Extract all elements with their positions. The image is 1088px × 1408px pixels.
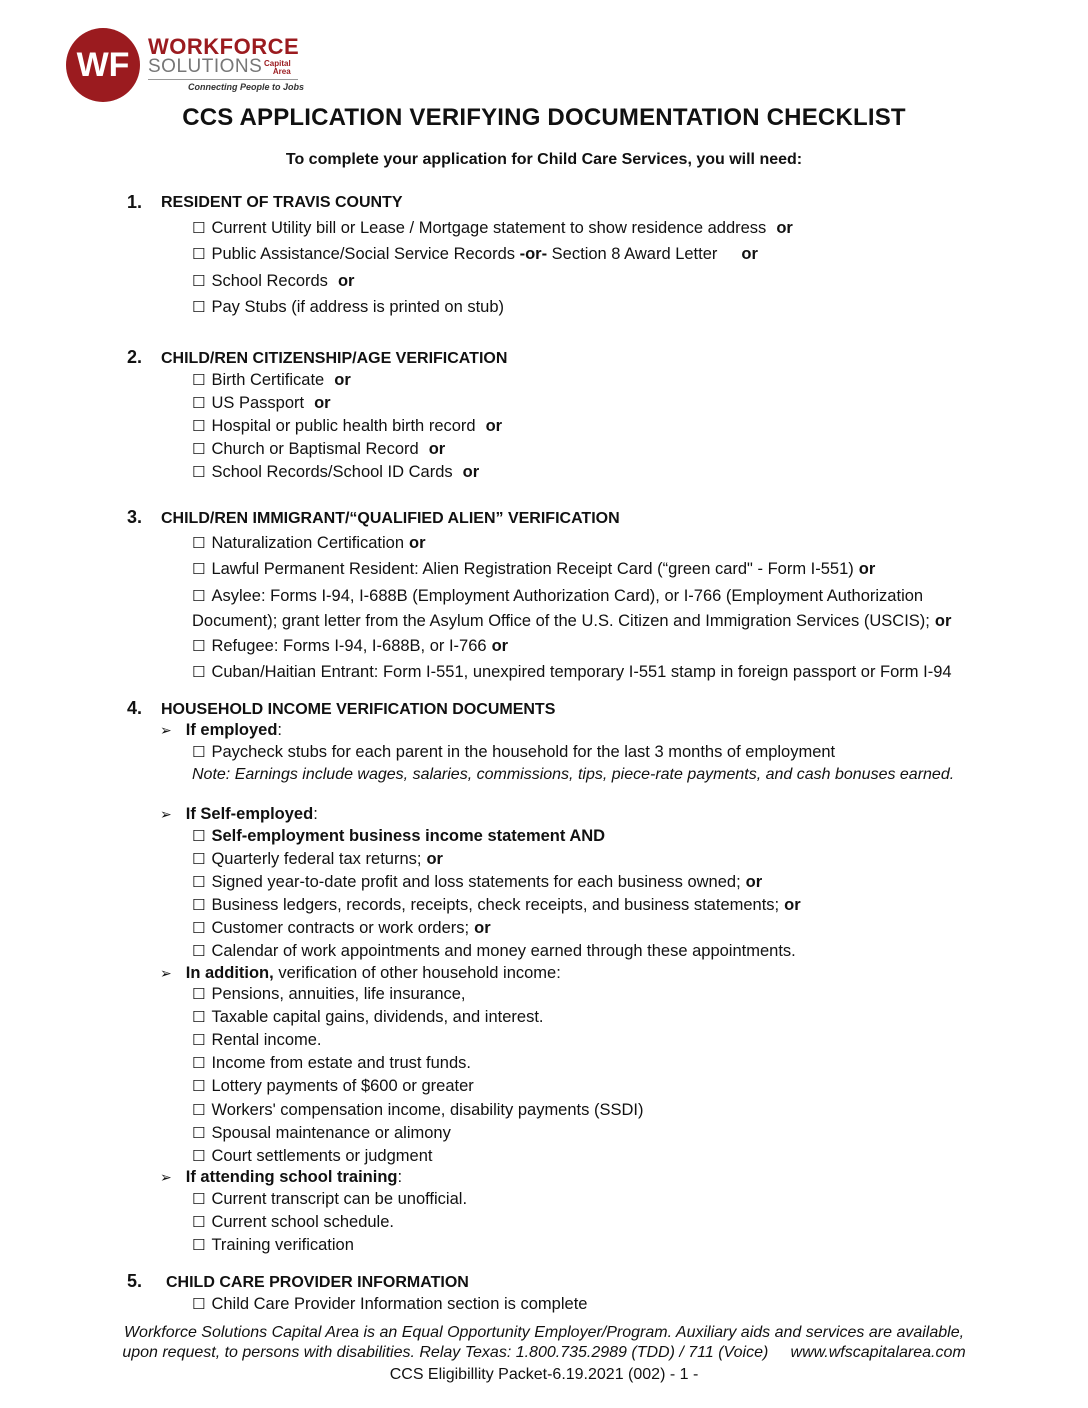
checklist-item: ☐ Taxable capital gains, dividends, and interest. (192, 1008, 544, 1026)
checkbox-icon[interactable]: ☐ (192, 1101, 206, 1119)
checkbox-icon[interactable]: ☐ (192, 827, 206, 845)
group-heading-self-employed: ➢ If Self-employed: (160, 805, 318, 823)
checklist-item: ☐ Customer contracts or work orders; or (192, 919, 491, 937)
logo-tagline: Connecting People to Jobs (188, 82, 305, 92)
checkbox-icon[interactable]: ☐ (192, 873, 206, 891)
intro-text: To complete your application for Child Care Services, you will need: (285, 151, 803, 168)
checklist-item: ☐ Signed year-to-date profit and loss statements for each business owned; or (192, 873, 763, 891)
group-heading-employed: ➢ If employed: (160, 721, 283, 739)
logo-region: Capital Area (264, 59, 291, 76)
checkbox-icon[interactable]: ☐ (192, 1054, 206, 1072)
checklist-item: ☐ Naturalization Certification or (192, 534, 426, 552)
logo-name-line1: WORKFORCE (148, 34, 300, 59)
checkbox-icon[interactable]: ☐ (192, 587, 206, 605)
checkbox-icon[interactable]: ☐ (192, 942, 206, 960)
svg-text:WF: WF (76, 46, 130, 84)
section-1-title: RESIDENT OF TRAVIS COUNTY (161, 194, 403, 211)
section-1-number: 1. (127, 192, 143, 212)
logo-divider (148, 79, 298, 80)
checkbox-icon[interactable]: ☐ (192, 985, 206, 1003)
checklist-item: ☐ School Records/School ID Cards or (192, 463, 480, 481)
checklist-item: ☐ Current transcript can be unofficial. (192, 1190, 468, 1208)
arrow-bullet-icon: ➢ (160, 1170, 172, 1186)
checkbox-icon[interactable]: ☐ (192, 896, 206, 914)
checkbox-icon[interactable]: ☐ (192, 1031, 206, 1049)
checkbox-icon[interactable]: ☐ (192, 560, 206, 578)
footer-page-id: CCS Eligibillity Packet-6.19.2021 (002) - 1 - (389, 1366, 699, 1383)
footer-eeo-line2: upon request, to persons with disabilities. Relay Texas: 1.800.735.2989 (TDD) / 711 (Voice) www.wfscapitalarea.com (122, 1344, 966, 1361)
checklist-item: ☐ Refugee: Forms I-94, I-688B, or I-766 or (192, 637, 509, 655)
section-3-title: CHILD/REN IMMIGRANT/“QUALIFIED ALIEN” VERIFICATION (161, 510, 620, 527)
section-3-number: 3. (127, 507, 143, 527)
checkbox-icon[interactable]: ☐ (192, 1124, 206, 1142)
checklist-item: ☐ Cuban/Haitian Entrant: Form I-551, unexpired temporary I-551 stamp in foreign passport or Form I-94 (192, 663, 952, 681)
checklist-item: ☐ School Records or (192, 272, 355, 290)
checkbox-icon[interactable]: ☐ (192, 850, 206, 868)
checkbox-icon[interactable]: ☐ (192, 371, 206, 389)
checklist-item: ☐ Lawful Permanent Resident: Alien Registration Receipt Card (“green card" - Form I-551) or (192, 560, 876, 578)
checkbox-icon[interactable]: ☐ (192, 1236, 206, 1254)
section-4-number: 4. (127, 698, 143, 718)
checklist-item: ☐ US Passport or (192, 394, 331, 412)
checkbox-icon[interactable]: ☐ (192, 298, 206, 316)
checkbox-icon[interactable]: ☐ (192, 1077, 206, 1095)
checkbox-icon[interactable]: ☐ (192, 534, 206, 552)
checklist-item: ☐ Income from estate and trust funds. (192, 1054, 471, 1072)
checkbox-icon[interactable]: ☐ (192, 663, 206, 681)
checklist-item: ☐ Current Utility bill or Lease / Mortgage statement to show residence address or (192, 219, 793, 237)
checklist-item: ☐ Current school schedule. (192, 1213, 394, 1231)
section-5-number: 5. (127, 1271, 143, 1291)
footer-eeo-line1: Workforce Solutions Capital Area is an Equal Opportunity Employer/Program. Auxiliary aids and services are available, (123, 1324, 965, 1341)
checklist-item: ☐ Business ledgers, records, receipts, check receipts, and business statements; or (192, 896, 801, 914)
earnings-note: Note: Earnings include wages, salaries, commissions, tips, piece-rate payments, and cash bonuses earned. (192, 766, 955, 783)
checklist-item: ☐ Child Care Provider Information section is complete (192, 1295, 588, 1313)
checklist-item-continuation: Document); grant letter from the Asylum Office of the U.S. Citizen and Immigration Services (USCIS); or (192, 612, 952, 630)
checkbox-icon[interactable]: ☐ (192, 219, 206, 237)
logo-name-line2: SOLUTIONS (148, 56, 263, 77)
checkbox-icon[interactable]: ☐ (192, 919, 206, 937)
checklist-item: ☐ Church or Baptismal Record or (192, 440, 446, 458)
checkbox-icon[interactable]: ☐ (192, 637, 206, 655)
section-4-title: HOUSEHOLD INCOME VERIFICATION DOCUMENTS (161, 701, 556, 718)
checklist-item: ☐ Pay Stubs (if address is printed on stub) (192, 298, 505, 316)
section-2-number: 2. (127, 347, 143, 367)
page-title: CCS APPLICATION VERIFYING DOCUMENTATION CHECKLIST (182, 104, 906, 131)
checklist-item: ☐ Lottery payments of $600 or greater (192, 1077, 474, 1095)
checkbox-icon[interactable]: ☐ (192, 417, 206, 435)
checkbox-icon[interactable]: ☐ (192, 743, 206, 761)
checkbox-icon[interactable]: ☐ (192, 1213, 206, 1231)
checkbox-icon[interactable]: ☐ (192, 394, 206, 412)
group-heading-school: ➢ If attending school training: (160, 1168, 403, 1186)
checklist-item: ☐ Workers' compensation income, disability payments (SSDI) (192, 1101, 644, 1119)
section-5-title: CHILD CARE PROVIDER INFORMATION (166, 1274, 469, 1291)
arrow-bullet-icon: ➢ (160, 966, 172, 982)
checklist-item: ☐ Asylee: Forms I-94, I-688B (Employment Authorization Card), or I-766 (Employment Authorization (192, 587, 924, 605)
checklist-item: ☐ Calendar of work appointments and money earned through these appointments. (192, 942, 796, 960)
checklist-item: ☐ Hospital or public health birth record or (192, 417, 503, 435)
wfs-emblem-icon (64, 26, 142, 104)
checkbox-icon[interactable]: ☐ (192, 1295, 206, 1313)
checklist-item: ☐ Self-employment business income statement AND (192, 827, 606, 845)
checklist-item: ☐ Spousal maintenance or alimony (192, 1124, 451, 1142)
checklist-item: ☐ Court settlements or judgment (192, 1147, 433, 1165)
section-2-title: CHILD/REN CITIZENSHIP/AGE VERIFICATION (161, 350, 508, 367)
checklist-item: ☐ Pensions, annuities, life insurance, (192, 985, 466, 1003)
checklist-item: ☐ Rental income. (192, 1031, 322, 1049)
checklist-item: ☐ Training verification (192, 1236, 354, 1254)
checklist-item: ☐ Public Assistance/Social Service Records -or- Section 8 Award Letter or (192, 245, 758, 263)
checkbox-icon[interactable]: ☐ (192, 245, 206, 263)
checkbox-icon[interactable]: ☐ (192, 1147, 206, 1165)
checkbox-icon[interactable]: ☐ (192, 440, 206, 458)
checkbox-icon[interactable]: ☐ (192, 1008, 206, 1026)
checklist-item: ☐ Paycheck stubs for each parent in the household for the last 3 months of employment (192, 743, 836, 761)
arrow-bullet-icon: ➢ (160, 807, 172, 823)
checklist-item: ☐ Birth Certificate or (192, 371, 351, 389)
group-heading-other-income: ➢ In addition, verification of other household income: (160, 964, 561, 982)
checkbox-icon[interactable]: ☐ (192, 272, 206, 290)
checklist-item: ☐ Quarterly federal tax returns; or (192, 850, 443, 868)
checkbox-icon[interactable]: ☐ (192, 1190, 206, 1208)
checkbox-icon[interactable]: ☐ (192, 463, 206, 481)
arrow-bullet-icon: ➢ (160, 723, 172, 739)
workforce-solutions-logo (64, 26, 304, 106)
